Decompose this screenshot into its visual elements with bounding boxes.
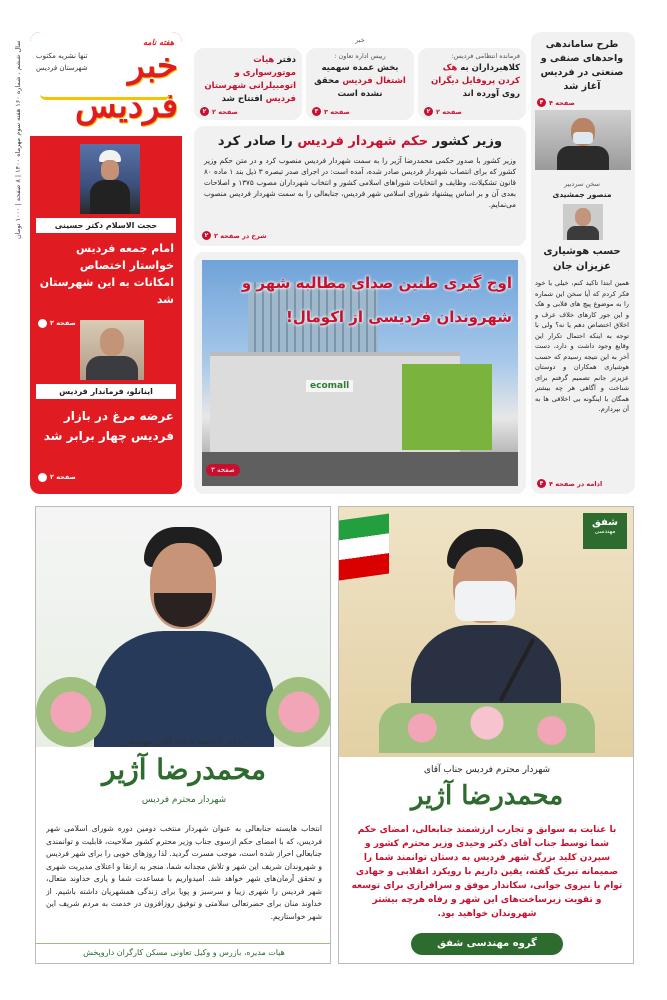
- guild-page-ref: صفحه ۴ ۴: [537, 98, 575, 107]
- imam-page-ref: صفحه ۲: [38, 310, 76, 329]
- ecomall-street: [202, 452, 518, 486]
- editorial-kicker: سخن سردبیر: [564, 180, 600, 188]
- brief-motor-end: افتتاح شد: [221, 94, 263, 104]
- lead-story[interactable]: [194, 126, 526, 246]
- imam-caption: حجت الاسلام دکتر حسینی: [36, 218, 176, 233]
- ad-cooperative: [35, 506, 331, 964]
- ecomall-photo: [202, 260, 518, 486]
- chicken-page-ref: صفحه ۲: [38, 464, 76, 483]
- brief-motor-red: هیات موتورسواری و اتومبیلرانی شهرستان فردیس: [204, 55, 296, 104]
- ecomall-story[interactable]: [194, 252, 526, 494]
- masthead-logo: خبر فردیس: [75, 46, 178, 126]
- ad-coop-signature: هیات مدیره، بازرس و وکیل تعاونی مسکن کارگران داروپخش: [36, 943, 331, 957]
- ad-shafagh: [338, 506, 634, 964]
- imam-robe: [90, 180, 130, 214]
- masthead-subtitle-2: شهرستان فردیس: [36, 64, 88, 72]
- governor-face: [100, 328, 124, 356]
- brief-coop-red: اشتغال فردیس: [342, 76, 406, 86]
- editor-photo: [563, 204, 603, 240]
- guild-person-mask: [573, 132, 593, 144]
- ad-coop-name: محمدرضا آژیر: [101, 753, 267, 786]
- masthead-subtitle-1: تنها نشریه مکتوب: [36, 52, 88, 60]
- ecomall-green-facade: [402, 364, 492, 450]
- imam-photo: [80, 144, 140, 214]
- editorial-author: منصور جمشیدی: [552, 190, 612, 199]
- lead-more: شرح در صفحه ۲ ۲: [202, 231, 267, 240]
- brief-coop-page: صفحه ۳ ۳: [312, 107, 350, 116]
- ecomall-headline-1: اوج گیری طنین صدای مطالبه شهر و: [241, 274, 512, 292]
- editorial-title: حسب هوشیاری عزیزان جان: [543, 246, 621, 272]
- ad-shafagh-person-mask: [455, 581, 515, 621]
- guild-photo: [535, 110, 631, 170]
- editor-face: [575, 208, 591, 226]
- governor-caption: اینانلو، فرماندار فردیس: [36, 384, 176, 399]
- guild-person-suit: [557, 146, 609, 170]
- ad-shafagh-intro: شهردار محترم فردیس جناب آقای: [423, 765, 551, 775]
- lead-headline: وزیر کشور حکم شهردار فردیس را صادر کرد: [217, 134, 503, 149]
- left-red-column: [30, 32, 182, 494]
- masthead-swoosh: [40, 94, 170, 100]
- brief-police[interactable]: [418, 48, 526, 120]
- ecomall-page-ref: صفحه ۳: [206, 464, 240, 476]
- ad-shafagh-signature: گروه مهندسی شفق: [411, 933, 563, 955]
- ad-shafagh-body: با عنایت به سوابق و تجارب ارزشمند جنابعالی، امضای حکم شما توسط جناب آقای دکتر وحیدی وزیر محترم کشور و سپردن کلید بزرگ شهر فردیس به دستان توانمند شما را صمیمانه تبریک گفته، یقین داریم با رویکرد انقلابی و جهادی توام با نیروی جوانی، سکاندار موفق و سرافرازی برای توسعه و تقویت زیرساخت‌های این شهر و رفاه هرچه بیشتر شهروندان خواهید بود.: [351, 825, 623, 919]
- imam-face: [101, 160, 119, 180]
- ecomall-headline-2: شهروندان فردیسی از اکومال!: [286, 308, 512, 326]
- masthead-tag: هفته نامه: [143, 38, 174, 47]
- shafagh-logo-name: شفق: [591, 517, 619, 528]
- shafagh-logo: [583, 513, 627, 549]
- chicken-headline: عرضه مرغ در بازار فردیس چهار برابر شد: [43, 409, 174, 443]
- governor-suit: [86, 356, 138, 380]
- ad-coop-person-suit: [94, 631, 274, 747]
- ad-coop-intro: برادر ارجمند جناب آقای مهندس: [124, 737, 244, 747]
- iran-flag: [339, 513, 389, 580]
- brief-police-red: هک کردن پروفایل دیگران: [430, 63, 520, 86]
- ad-coop-role: شهردار محترم فردیس: [141, 795, 227, 805]
- brief-coop-head: بخش عمده سهمیه: [321, 63, 399, 73]
- masthead: [30, 32, 182, 136]
- ecomall-sign: ecomall: [306, 380, 353, 392]
- governor-photo: [80, 320, 144, 380]
- editorial-body: همین ابتدا تاکید کنم، خیلی با خود فکر کردم که آیا سخن این شماره را به موضوع پیچ های قلابی و هک و این جور کارهای خلاف عرف و اخلاق اختصاص دهم یا نه؟ ولی با توجه به اینکه احتمال تکرار این وقایع وجود داشت و دارد، دست آخر به این نتیجه رسیدم که حسب هوشیاری همکاران و دوستان عزیزتر جانم تصمیم گرفتم برای شناخت و آگاهی هر چه بیشتر همگان با اینگونه بی اخلاقی ها به آن بپردازم.: [535, 279, 629, 413]
- imam-headline: امام جمعه فردیس خواستار اختصاص امکانات به این شهرستان شد: [39, 242, 174, 306]
- brief-police-page: صفحه ۲ ۲: [424, 107, 462, 116]
- brief-motor-page: صفحه ۲ ۲: [200, 107, 238, 116]
- brief-motor-kicker: دفتر: [277, 55, 296, 65]
- brief-cooperative[interactable]: [306, 48, 414, 120]
- brief-police-head: کلاهبرداران به: [460, 63, 520, 73]
- guild-headline: طرح ساماندهی واحدهای صنفی و صنعتی در فردیس آغاز شد: [540, 39, 624, 92]
- ad-shafagh-flowers: [379, 703, 595, 753]
- brief-motorsport[interactable]: [194, 48, 302, 120]
- right-column: [531, 32, 635, 494]
- brief-police-kicker: فرمانده انتظامی فردیس:: [451, 52, 520, 60]
- brief-coop-kicker: رییس اداره تعاون :: [334, 52, 386, 60]
- issue-info: سال ششم ، شماره ۱۶۰ هفته سوم مهرماه ۱۴۰۰ | ۸ صفحه | ۱۰۰۰ تومان: [14, 40, 22, 239]
- ad-coop-body: انتخاب هایسته جنابعالی به عنوان شهردار منتخب دومین دوره شورای اسلامی شهر فردیس، که با امضای حکم ازسوی جناب وزیر محترم کشور صلاحیت، قابلیت و توانمندی جنابعالی احراز شده است، موجب مسرت گردید. لذا روزهای خوبی را برای شهر فردیس و شهروندان شریف این شهر و تلاش مجدانه شما، منجر به ارتقا و اعتلای مدیریت شهری و تحقق آرمان‌های شهر خواهد شد. امیدواریم با مساعدت شما و یاری خداوند متعال، شهر فردیس را شهری زیبا و سرسبز و پویا برای زندگی همشهریان داشته باشیم. از خداوند منان برای حضرتعالی سلامتی و توفیق روزافزون در خدمت به مردم شریف این شهر خواستاریم.: [46, 824, 322, 921]
- shafagh-logo-sub: مهندسی: [594, 528, 616, 535]
- ad-shafagh-name: محمدرضا آژیر: [410, 781, 564, 811]
- editorial-more: ادامه در صفحه ۴ ۴: [537, 479, 602, 488]
- ad-coop-photo: [36, 507, 331, 747]
- brief-police-end: روی آورده اند: [462, 89, 520, 99]
- lead-kicker: خبر: [355, 36, 365, 44]
- editor-suit: [567, 226, 599, 240]
- lead-body: وزیر کشور با صدور حکمی محمدرضا آژیر را به سمت شهردار فردیس منصوب کرد و در متن حکم وزیر کشور که برای انتصاب شهردار فردیس صادر شده، آمده است: در اجرای صدر تبصره ۳ ذیل بند ۱ ماده ۸۰ قانون تشکیلات، وظایف و انتخابات شوراهای اسلامی کشور و انتخاب شهرداران مصوب ۱۳۷۵ و اصلاحات بعدی آن و بر اساس پیشنهاد شورای اسلامی شهر فردیس، جنابعالی را به سمت شهردار فردیس منصوب می‌نمایم.: [204, 156, 516, 209]
- brief-coop-end: محقق نشده است: [314, 76, 383, 99]
